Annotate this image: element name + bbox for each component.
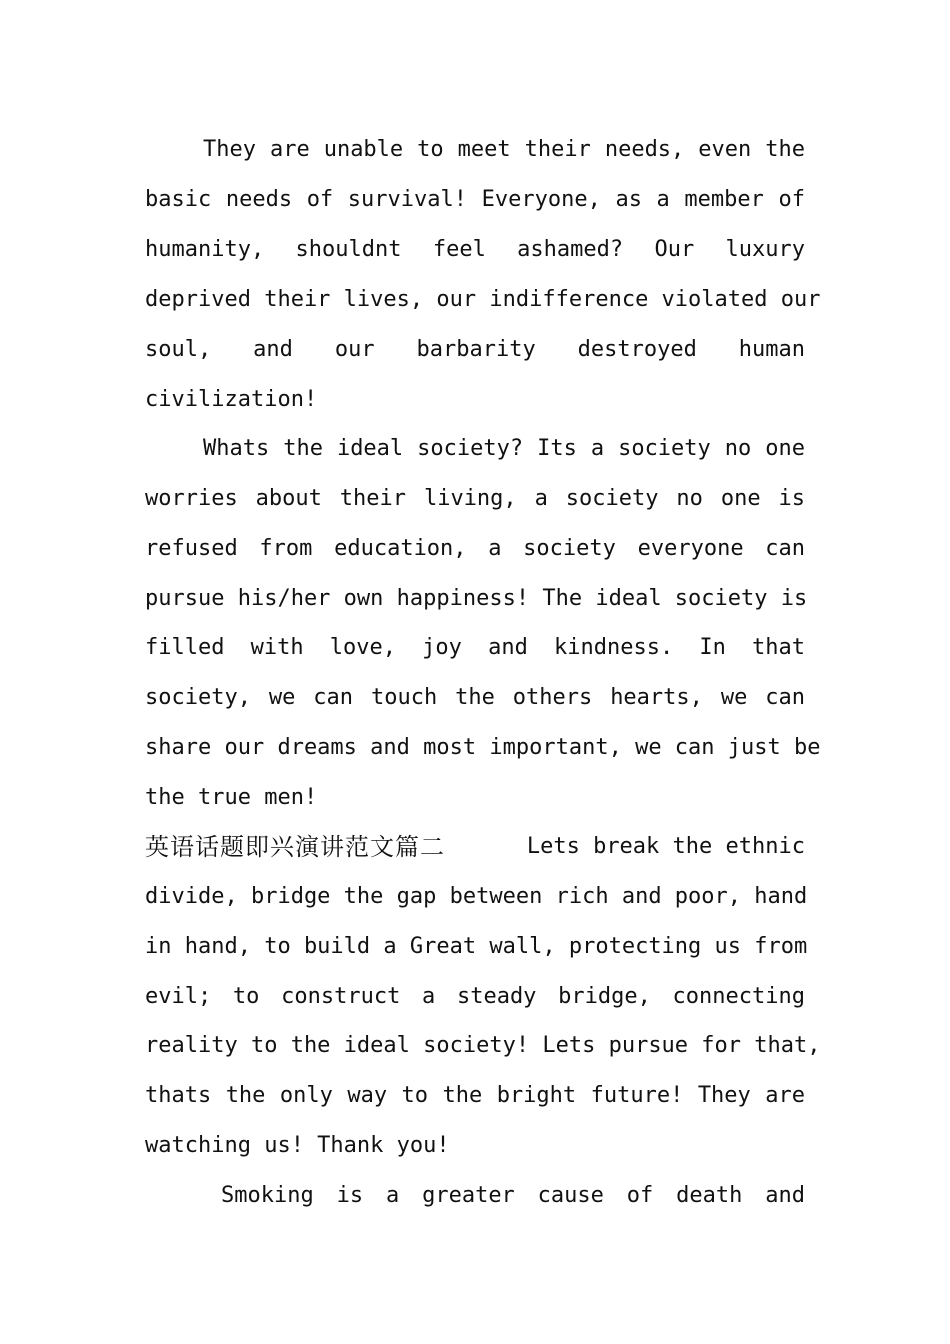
paragraph-1-line-2: basic needs of survival! Everyone, as a member of: [145, 187, 805, 212]
paragraph-3-line-4: evil; to construct a steady bridge, connecting: [145, 984, 805, 1009]
paragraph-2-line-6: society, we can touch the others hearts, we can: [145, 685, 805, 710]
paragraph-2-line-1: Whats the ideal society? Its a society no one: [203, 436, 805, 461]
paragraph-1-line-4: deprived their lives, our indifference violated our: [145, 287, 821, 312]
paragraph-3-line-2: divide, bridge the gap between rich and poor, hand: [145, 884, 808, 909]
paragraph-1-line-5: soul, and our barbarity destroyed human: [145, 337, 805, 362]
paragraph-3-line-5: reality to the ideal society! Lets pursue for that,: [145, 1033, 821, 1058]
paragraph-1-line-3: humanity, shouldnt feel ashamed? Our luxury: [145, 237, 805, 262]
paragraph-2-line-5: filled with love, joy and kindness. In that: [145, 635, 805, 660]
paragraph-2-line-3: refused from education, a society everyone can: [145, 536, 805, 561]
paragraph-3-line-7: watching us! Thank you!: [145, 1133, 450, 1158]
paragraph-3-line-6: thats the only way to the bright future! They are: [145, 1083, 805, 1108]
paragraph-4-line-1: Smoking is a greater cause of death and: [221, 1183, 805, 1208]
section-heading-line-rest: Lets break the ethnic: [526, 834, 805, 859]
paragraph-1-line-1: They are unable to meet their needs, even the: [203, 137, 805, 162]
paragraph-1-line-6: civilization!: [145, 387, 318, 412]
paragraph-2-line-8: the true men!: [145, 785, 318, 810]
paragraph-3-line-3: in hand, to build a Great wall, protecting us from: [145, 934, 808, 959]
section-heading-line: [145, 822, 805, 872]
section-heading: 英语话题即兴演讲范文篇二: [145, 833, 445, 861]
paragraph-2-line-7: share our dreams and most important, we can just be: [145, 735, 821, 760]
paragraph-2-line-4: pursue his/her own happiness! The ideal society is: [145, 586, 808, 611]
paragraph-2-line-2: worries about their living, a society no one is: [145, 486, 805, 511]
